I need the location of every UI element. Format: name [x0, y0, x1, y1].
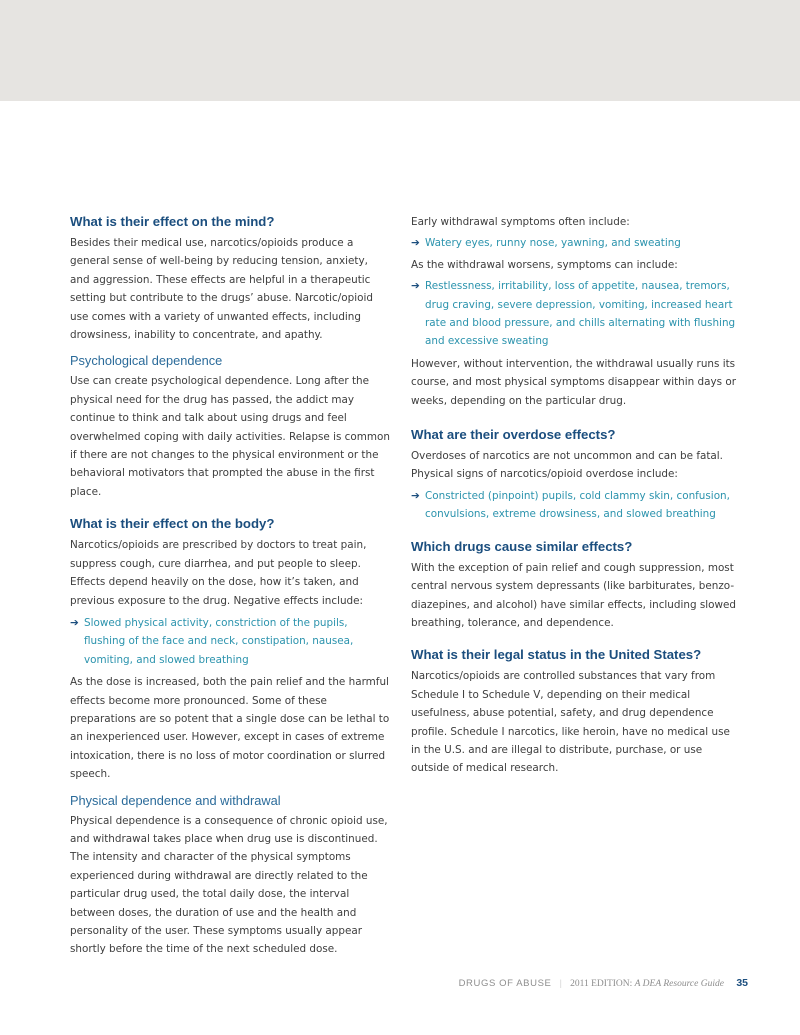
heading-body: What is their effect on the body? [70, 516, 275, 532]
heading-overdose: What are their overdose effects? [411, 427, 616, 443]
right-column [411, 213, 739, 778]
paragraph-legal-status: Narcotics/opioids are controlled substances that vary from Schedule I to Schedule V, depending on their medical usefulness, abuse potential, safety, and drug dependence profile. Schedule I narcotics, like heroin, have no medical use in the U.S. and are illegal to distribute, purchase, or use outside of medical research. [411, 670, 730, 775]
footer-edition: 2011 EDITION: [570, 979, 633, 989]
footer-guide-title: A DEA Resource Guide [634, 979, 724, 989]
section-body [70, 515, 390, 783]
paragraph-body: Narcotics/opioids are prescribed by doctors to treat pain, suppress cough, cure diarrhea, and put people to sleep. Effects depend heavily on the dose, how it’s taken, and previous exposure to the drug. Negative effects include: [70, 539, 367, 607]
section-similar-drugs [411, 538, 739, 633]
footer-brand: DRUGS OF ABUSE [458, 978, 552, 989]
heading-psychological-dependence: Psychological dependence [70, 353, 223, 369]
paragraph-overdose: Overdoses of narcotics are not uncommon and can be fatal. Physical signs of narcotics/opioid overdose include: [411, 450, 723, 481]
footer-separator: | [559, 979, 562, 989]
heading-physical-dependence: Physical dependence and withdrawal [70, 792, 281, 808]
page-number: 35 [736, 977, 748, 989]
bullet-overdose-signs [411, 487, 739, 524]
paragraph-similar-drugs: With the exception of pain relief and cough suppression, most central nervous system depressants (like barbiturates, benzo-diazepines, and alcohol) have similar effects, including slowed breathing, tolerance, and dependence. [411, 561, 736, 629]
paragraph-body-dose: As the dose is increased, both the pain relief and the harmful effects become more pronounced. Some of these preparations are so potent that a single dose can be lethal to an inexperienced user. However, except in cases of extreme intoxication, there is no loss of motor coordination or slurred speech. [70, 676, 390, 781]
arrow-right-icon: ➔ [411, 280, 420, 293]
heading-legal-status: What is their legal status in the United States? [411, 647, 702, 663]
bullet-overdose-signs-text: Constricted (pinpoint) pupils, cold clammy skin, confusion, convulsions, extreme drowsiness, and slowed breathing [425, 489, 730, 521]
section-psych [70, 352, 390, 501]
section-overdose [411, 426, 739, 524]
paragraph-withdrawal-intro: Early withdrawal symptoms often include: [411, 216, 630, 228]
bullet-body-effects [70, 614, 390, 669]
paragraph-withdrawal-end: However, without intervention, the withdrawal usually runs its course, and most physical symptoms disappear within days or weeks, depending on the particular drug. [411, 357, 736, 407]
paragraph-mind: Besides their medical use, narcotics/opioids produce a general sense of well-being by reducing tension, anxiety, and aggression. These effects are helpful in a therapeutic setting but contribute to the drugs’ abuse. Narcotic/opioid use comes with a variety of unwanted effects, including drowsiness, inability to concentrate, and apathy. [70, 237, 373, 342]
section-withdrawal [411, 213, 739, 410]
left-column [70, 213, 390, 959]
arrow-right-icon: ➔ [70, 616, 79, 629]
section-legal-status [411, 646, 739, 777]
heading-similar-drugs: Which drugs cause similar effects? [411, 538, 633, 554]
heading-mind: What is their effect on the mind? [70, 214, 275, 229]
bullet-early-withdrawal [411, 234, 739, 252]
paragraph-psychological-dependence: Use can create psychological dependence. Long after the physical need for the drug has passed, the addict may continue to think and talk about using drugs and feel overwhelmed coping with daily activities. Relapse is common if there are not changes to the physical environment or the behavioral motivators that prompted the abuse in the first place. [70, 375, 390, 498]
bullet-body-effects-text: Slowed physical activity, constriction of the pupils, flushing of the face and neck, constipation, nausea, vomiting, and slowed breathing [84, 616, 354, 666]
paragraph-physical-dependence: Physical dependence is a consequence of chronic opioid use, and withdrawal takes place when drug use is discontinued. The intensity and character of the physical symptoms experienced during withdrawal are directly related to the particular drug used, the total daily dose, the interval between doses, the duration of use and the health and personality of the user. These symptoms usually appear shortly before the time of the next scheduled dose. [70, 814, 388, 956]
page-footer [459, 976, 748, 991]
bullet-worsening-withdrawal [411, 277, 739, 351]
bullet-worsening-withdrawal-text: Restlessness, irritability, loss of appetite, nausea, tremors, drug craving, severe depression, vomiting, increased heart rate and blood pressure, and chills alternating with flushing and excessive sweating [425, 280, 736, 348]
section-mind [70, 213, 390, 344]
bullet-early-withdrawal-text: Watery eyes, runny nose, yawning, and sweating [425, 237, 681, 250]
arrow-right-icon: ➔ [411, 237, 420, 250]
top-header-band [0, 0, 800, 101]
paragraph-withdrawal-mid: As the withdrawal worsens, symptoms can include: [411, 258, 678, 271]
arrow-right-icon: ➔ [411, 489, 420, 502]
section-physical-dependence [70, 792, 390, 959]
